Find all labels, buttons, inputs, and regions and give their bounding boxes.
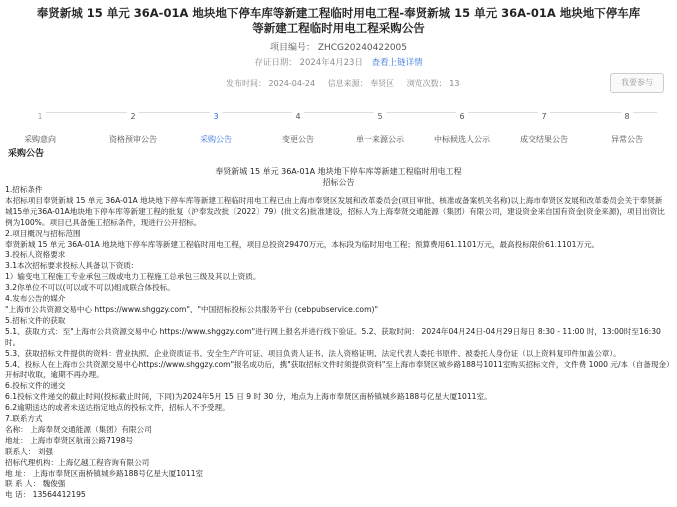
document-subtitle: 招标公告 (322, 178, 355, 187)
step-number: 5 (374, 112, 385, 121)
step-candidate-notice[interactable] (422, 104, 502, 145)
section-title: 采购公告 (8, 149, 45, 159)
notice-title (0, 6, 677, 36)
body-paragraph: 5.招标文件的获取 (5, 315, 66, 325)
step-number: 3 (210, 112, 221, 121)
view-count: 浏览次数： 13 (406, 79, 460, 88)
step-prequalification[interactable] (93, 104, 173, 145)
body-paragraph: 2.项目概况与招标范围 (5, 228, 81, 238)
body-paragraph: 3.投标人资格要求 (5, 250, 66, 260)
body-paragraph: 招标代理机构：上海亿越工程咨询有限公司 (5, 457, 150, 467)
body-paragraph: 5.4、投标人在上海市公共资源交易中心https://www.shggzy.com"报名成功后，携"获取招标文件时须提供资料"至上海市奉贤区城乡路188号1011室购买招标文件，文件费 1000 元/本（自备现金）开标时收取，逾期不再办理。 (5, 359, 670, 380)
document-title: 奉贤新城 15 单元 36A-01A 地块地下停车库等新建工程临时用电工程 (215, 167, 462, 176)
step-label: 采购意向 (24, 135, 56, 144)
step-label: 中标候选人公示 (434, 135, 490, 144)
join-button[interactable]: 我要参与 (610, 73, 664, 93)
step-label: 采购公告 (200, 135, 232, 144)
body-paragraph: 联 系 人： 魏俊强 (5, 479, 66, 489)
body-paragraph: 名称： 上海奉贤交通能源（集团）有限公司 (5, 424, 152, 434)
body-paragraph: 6.1投标文件递交的截止时间(投标截止时间，下同)为2024年5月 15 日 9 时 30 分，地点为上海市奉贤区南桥镇城乡路188号亿星大厦1011室。 (5, 392, 492, 402)
step-procurement-notice[interactable] (176, 104, 256, 145)
body-paragraph: 3.2你单位不可以(可以或不可以)组成联合体投标。 (5, 283, 175, 293)
body-paragraph: 地址： 上海市奉贤区航南公路7198号 (5, 435, 134, 445)
step-label: 变更公告 (282, 135, 314, 144)
step-procurement-intent[interactable] (0, 104, 80, 145)
step-label: 单一来源公示 (356, 135, 404, 144)
notice-title-line1: 奉贤新城 15 单元 36A-01A 地块地下停车库等新建工程临时用电工程-奉贤新城 15 单元 36A-01A 地块地下停车库 (36, 6, 641, 20)
body-paragraph: 电 话： 13564412195 (5, 490, 86, 500)
step-result-notice[interactable] (504, 104, 584, 145)
step-number: 2 (127, 112, 138, 121)
body-paragraph: 本招标项目奉贤新城 15 单元 36A-01A 地块地下停车库等新建工程临时用电工程已由上海市奉贤区发展和改革委员会(项目审批、核准或备案机关名称)以上海市奉贤区发展和改革委员会关于奉贤新城15单元36A-01A地块地下停车库等新建工程的批复（沪奉发改批〔2022〕79）(批文名)批准建设，招标人为上海奉贤交通能源（集团）有限公司，建设资金来自国有资金(资金来源)，项目出资比例为100%。项目已具备施工招标条件，现进行公开招标。 (5, 195, 665, 227)
body-paragraph: 5.1、获取方式：至"上海市公共资源交易中心 https://www.shggzy.com"进行网上报名并进行线下验证。5.2、获取时间： 2024年04月24日-04月29日每日 8:30 - 11:00 时，13:00时至16:30 时。 (5, 326, 661, 347)
publish-info-row (226, 78, 469, 89)
step-number: 1 (34, 112, 45, 121)
body-paragraph: 1.招标条件 (5, 185, 43, 194)
body-paragraph: 奉贤新城 15 单元 36A-01A 地块地下停车库等新建工程临时用电工程，项目总投资29470万元，本标段为临时用电工程；预算费用61.1101万元，最高投标限价61.1101万元。 (5, 239, 600, 249)
step-number: 4 (292, 112, 303, 121)
info-source: 信息来源： 奉贤区 (327, 79, 395, 88)
step-label: 成交结果公告 (520, 135, 568, 144)
step-label: 资格预审公告 (109, 135, 157, 144)
notice-body (5, 185, 670, 501)
body-paragraph: 联系人： 刘强 (5, 446, 53, 456)
step-abnormal-notice[interactable] (587, 104, 667, 145)
step-number: 6 (456, 112, 467, 121)
notice-title-line2: 等新建工程临时用电工程采购公告 (252, 21, 425, 35)
step-change-notice[interactable] (258, 104, 338, 145)
step-single-source[interactable] (340, 104, 420, 145)
project-number: 项目编号： ZHCG20240422005 (269, 43, 408, 53)
body-paragraph: 1）输变电工程施工专业承包三级或电力工程施工总承包三级及其以上资质。 (5, 272, 261, 282)
chain-detail-link[interactable]: 查看上链详情 (371, 58, 423, 68)
body-paragraph: 7.联系方式 (5, 414, 43, 424)
body-paragraph: 5.3、获取招标文件提供的资料：营业执照、企业资质证书、安全生产许可证、项目负责人证书、法人资格证明、法定代表人委托书原件、被委托人身份证（以上资料复印件加盖公章）。 (5, 348, 621, 358)
body-paragraph: 6.2逾期送达的或者未送达指定地点的投标文件，招标人不予受理。 (5, 403, 230, 413)
save-date-row (0, 56, 677, 68)
body-paragraph: 3.1本次招标要求投标人具备以下资质: (5, 261, 134, 271)
process-timeline (0, 100, 677, 144)
step-label: 异常公告 (611, 135, 643, 144)
step-number: 7 (538, 112, 549, 121)
save-date: 存证日期： 2024年4月23日 (254, 58, 363, 68)
body-paragraph: "上海市公共资源交易中心 https://www.shggzy.com"、"中国招标投标公共服务平台 (cebpubservice.com)" (5, 304, 378, 314)
body-paragraph: 6.投标文件的递交 (5, 381, 66, 391)
step-number: 8 (621, 112, 632, 121)
body-paragraph: 4.发布公告的媒介 (5, 294, 66, 304)
publish-time: 发布时间： 2024-04-24 (226, 79, 316, 88)
body-paragraph: 地 址： 上海市奉贤区南桥镇城乡路188号亿星大厦1011室 (5, 468, 204, 478)
